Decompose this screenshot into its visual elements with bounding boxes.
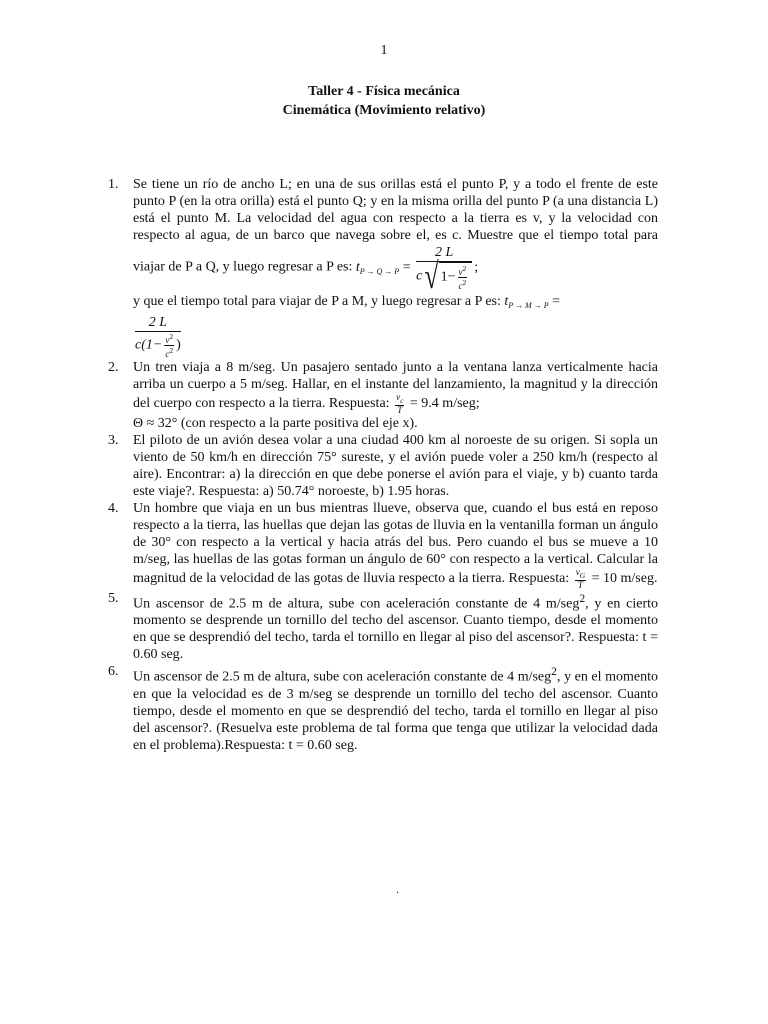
problem-text: Un tren viaja a 8 m/seg. Un pasajero sentado junto a la ventana lanza verticalmente hacia arriba un cuerpo a 5 m/seg. Hallar, en el instante del lanzamiento, la magnitud y la dirección del cuerpo con respecto a la tierra. Respuesta:: [133, 360, 658, 412]
formula-tpqp: $t_{P \to Q \to P}$ = 2 L c√ 1− $\frac{v^2}{c^2}$ ;: [355, 245, 479, 297]
velocity-fraction: $\frac{v_c}{T}$: [396, 392, 404, 415]
formula-tpmp: $t_{P \to M \to P}$ =: [504, 294, 560, 310]
problem-number: 5.: [108, 590, 119, 606]
page-title: Taller 4 - Física mecánica: [308, 84, 460, 99]
velocity-fraction: $\frac{v_G}{T}$: [575, 566, 586, 590]
problem-number: 6.: [108, 664, 119, 680]
answer-angle: Θ ≈ 32° (con respecto a la parte positiva del eje x).: [133, 415, 418, 431]
problem-text: y que el tiempo total para viajar de P a M, y luego regresar a P es:: [133, 294, 501, 309]
problem-text: Un ascensor de 2.5 m de altura, sube con aceleración constante de 4 m/seg$^2$, y en el momento en que la velocidad es de 3 m/seg se desprende un tornillo del techo del ascensor. Cuanto tiempo, desde el momento en que se desprendió del techo, tarda el tornillo en llegar al piso del ascensor?. (Resuelva este problema de tal forma que tenga que utilizar la velocidad dada en el problema).Respuesta: t = 0.60 seg.: [133, 665, 659, 753]
page-subtitle: Cinemática (Movimiento relativo): [282, 103, 486, 118]
footer-mark: .: [396, 882, 399, 896]
square-root: √ 1− $\frac{v^2}{c^2}$: [424, 262, 472, 291]
problem-text: Un ascensor de 2.5 m de altura, sube con aceleración constante de 4 m/seg$^2$, y en cierto momento se desprende un tornillo del techo del ascensor. Cuanto tiempo, desde el momento en que se desprendió del techo, tarda el tornillo en llegar al piso del ascensor?. Respuesta: t = 0.60 seg.: [133, 591, 658, 663]
problem-text: Un hombre que viaja en un bus mientras llueve, observa que, cuando el bus está en reposo respecto a la tierra, las huellas que dejan las gotas de lluvia en la ventanilla forman un ángulo de 30° con respecto a la vertical y hacia atrás del bus. Pero cuando el bus se mueve a 10 m/seg, las huellas de las gotas forman un ángulo de 60° con respecto a la vertical. Calcular la magnitud de la velocidad de las gotas de lluvia respecto a la tierra. Respuesta:: [133, 500, 658, 586]
problem-6: [108, 663, 658, 754]
problem-3: [108, 432, 658, 500]
problem-number: 1.: [108, 177, 119, 192]
formula-fraction: 2 L c(1− $\frac{v^2}{c^2}$ ): [135, 315, 181, 359]
problem-2: [108, 359, 658, 432]
problem-number: 4.: [108, 500, 119, 516]
page-number: 1: [380, 43, 388, 58]
problem-4: [108, 500, 658, 590]
problem-1: [108, 176, 658, 359]
problem-5: [108, 590, 658, 664]
problem-text: Se tiene un río de ancho L; en una de sus orillas está el punto P, y a todo el frente de este punto P (en la otra orilla) está el punto Q; y en la misma orilla del punto P (a una distancia L) está el punto M. La velocidad del agua con respecto a la tierra es v, y la velocidad con respecto al agua, de un barco que navega sobre el, es c. Muestre que el tiempo total para viajar de P a Q, y luego regresar a P es:: [133, 177, 658, 275]
answer: = 10 m/seg.: [591, 570, 658, 586]
formula-fraction: 2 L c√ 1− $\frac{v^2}{c^2}$: [416, 244, 472, 291]
problem-number: 2.: [108, 360, 119, 375]
problem-number: 3.: [108, 432, 119, 448]
problem-text: El piloto de un avión desea volar a una ciudad 400 km al noroeste de su origen. Si sopla un viento de 50 km/h en dirección 75° sureste, y el avión puede voler a 250 km/h (respecto al aire). Encontrar: a) la dirección en que debe ponerse el avión para el viaje, y b) cuanto tarda este viaje?. Respuesta: a) 50.74° noroeste, b) 1.95 horas.: [133, 432, 658, 499]
problem-list: [108, 176, 658, 754]
answer: = 9.4 m/seg;: [409, 396, 480, 412]
